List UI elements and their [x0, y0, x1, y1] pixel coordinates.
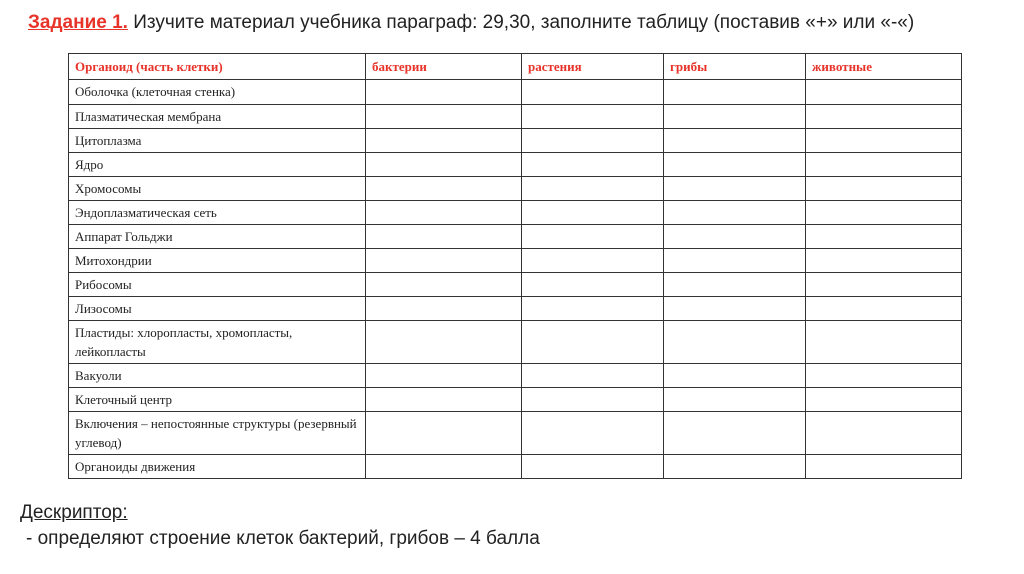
organoid-name: Цитоплазма — [69, 129, 366, 153]
cell-plants[interactable] — [522, 364, 664, 388]
table-row — [69, 412, 962, 455]
cell-animals[interactable] — [806, 321, 962, 364]
table-row — [69, 297, 962, 321]
cell-plants[interactable] — [522, 321, 664, 364]
cell-animals[interactable] — [806, 364, 962, 388]
organoid-name: Оболочка (клеточная стенка) — [69, 80, 366, 105]
header-fungi: грибы — [664, 54, 806, 80]
cell-animals[interactable] — [806, 80, 962, 105]
organoid-name: Ядро — [69, 153, 366, 177]
cell-animals[interactable] — [806, 455, 962, 479]
organoid-name: Лизосомы — [69, 297, 366, 321]
cell-animals[interactable] — [806, 273, 962, 297]
cell-bacteria[interactable] — [366, 80, 522, 105]
organoid-name: Клеточный центр — [69, 388, 366, 412]
cell-bacteria[interactable] — [366, 153, 522, 177]
organoid-name: Вакуоли — [69, 364, 366, 388]
cell-bacteria[interactable] — [366, 249, 522, 273]
cell-bacteria[interactable] — [366, 321, 522, 364]
cell-plants[interactable] — [522, 249, 664, 273]
organoid-name: Митохондрии — [69, 249, 366, 273]
organoid-name: Аппарат Гольджи — [69, 225, 366, 249]
table-row — [69, 364, 962, 388]
cell-animals[interactable] — [806, 249, 962, 273]
cell-fungi[interactable] — [664, 177, 806, 201]
cell-bacteria[interactable] — [366, 455, 522, 479]
cell-animals[interactable] — [806, 105, 962, 129]
cell-bacteria[interactable] — [366, 225, 522, 249]
header-bacteria: бактерии — [366, 54, 522, 80]
table-row — [69, 105, 962, 129]
descriptor-title: Дескриптор: — [20, 502, 128, 523]
cell-animals[interactable] — [806, 177, 962, 201]
cell-plants[interactable] — [522, 80, 664, 105]
table-body — [69, 80, 962, 479]
cell-animals[interactable] — [806, 201, 962, 225]
cell-animals[interactable] — [806, 412, 962, 455]
cell-bacteria[interactable] — [366, 273, 522, 297]
table-row — [69, 177, 962, 201]
table-row — [69, 153, 962, 177]
organoid-name: Органоиды движения — [69, 455, 366, 479]
organoid-name: Эндоплазматическая сеть — [69, 201, 366, 225]
cell-animals[interactable] — [806, 297, 962, 321]
cell-plants[interactable] — [522, 412, 664, 455]
table-row — [69, 273, 962, 297]
header-animals: животные — [806, 54, 962, 80]
cell-plants[interactable] — [522, 201, 664, 225]
table-row — [69, 249, 962, 273]
cell-plants[interactable] — [522, 388, 664, 412]
cell-fungi[interactable] — [664, 225, 806, 249]
header-organoid: Органоид (часть клетки) — [69, 54, 366, 80]
table-header-row — [69, 54, 962, 80]
task-heading — [28, 12, 914, 34]
organoid-name: Включения – непостоянные структуры (резервный углевод) — [69, 412, 366, 455]
table-row — [69, 455, 962, 479]
task-instruction: Изучите материал учебника параграф: 29,30, заполните таблицу (поставив «+» или «-«) — [127, 12, 915, 33]
cell-fungi[interactable] — [664, 455, 806, 479]
cell-fungi[interactable] — [664, 80, 806, 105]
organoid-name: Рибосомы — [69, 273, 366, 297]
cell-plants[interactable] — [522, 177, 664, 201]
organoid-name: Хромосомы — [69, 177, 366, 201]
table-row — [69, 388, 962, 412]
cell-plants[interactable] — [522, 105, 664, 129]
cell-animals[interactable] — [806, 225, 962, 249]
header-plants: растения — [522, 54, 664, 80]
cell-bacteria[interactable] — [366, 388, 522, 412]
cell-fungi[interactable] — [664, 105, 806, 129]
table-row — [69, 225, 962, 249]
cell-fungi[interactable] — [664, 273, 806, 297]
cell-bacteria[interactable] — [366, 364, 522, 388]
table-row — [69, 129, 962, 153]
organoid-table — [68, 53, 962, 479]
table-row — [69, 321, 962, 364]
organoid-name: Пластиды: хлоропласты, хромопласты, лейкопласты — [69, 321, 366, 364]
cell-fungi[interactable] — [664, 153, 806, 177]
cell-plants[interactable] — [522, 225, 664, 249]
cell-bacteria[interactable] — [366, 105, 522, 129]
cell-fungi[interactable] — [664, 321, 806, 364]
cell-fungi[interactable] — [664, 388, 806, 412]
task-label: Задание 1. — [28, 12, 128, 33]
table-row — [69, 201, 962, 225]
cell-plants[interactable] — [522, 153, 664, 177]
cell-fungi[interactable] — [664, 412, 806, 455]
cell-animals[interactable] — [806, 388, 962, 412]
cell-fungi[interactable] — [664, 364, 806, 388]
cell-plants[interactable] — [522, 455, 664, 479]
cell-plants[interactable] — [522, 273, 664, 297]
organoid-name: Плазматическая мембрана — [69, 105, 366, 129]
table-row — [69, 80, 962, 105]
cell-bacteria[interactable] — [366, 201, 522, 225]
cell-fungi[interactable] — [664, 201, 806, 225]
cell-fungi[interactable] — [664, 249, 806, 273]
cell-animals[interactable] — [806, 129, 962, 153]
cell-fungi[interactable] — [664, 297, 806, 321]
cell-bacteria[interactable] — [366, 177, 522, 201]
cell-bacteria[interactable] — [366, 129, 522, 153]
descriptor-text: - определяют строение клеток бактерий, грибов – 4 балла — [26, 528, 540, 549]
cell-fungi[interactable] — [664, 129, 806, 153]
cell-plants[interactable] — [522, 297, 664, 321]
cell-bacteria[interactable] — [366, 297, 522, 321]
cell-bacteria[interactable] — [366, 412, 522, 455]
cell-plants[interactable] — [522, 129, 664, 153]
cell-animals[interactable] — [806, 153, 962, 177]
